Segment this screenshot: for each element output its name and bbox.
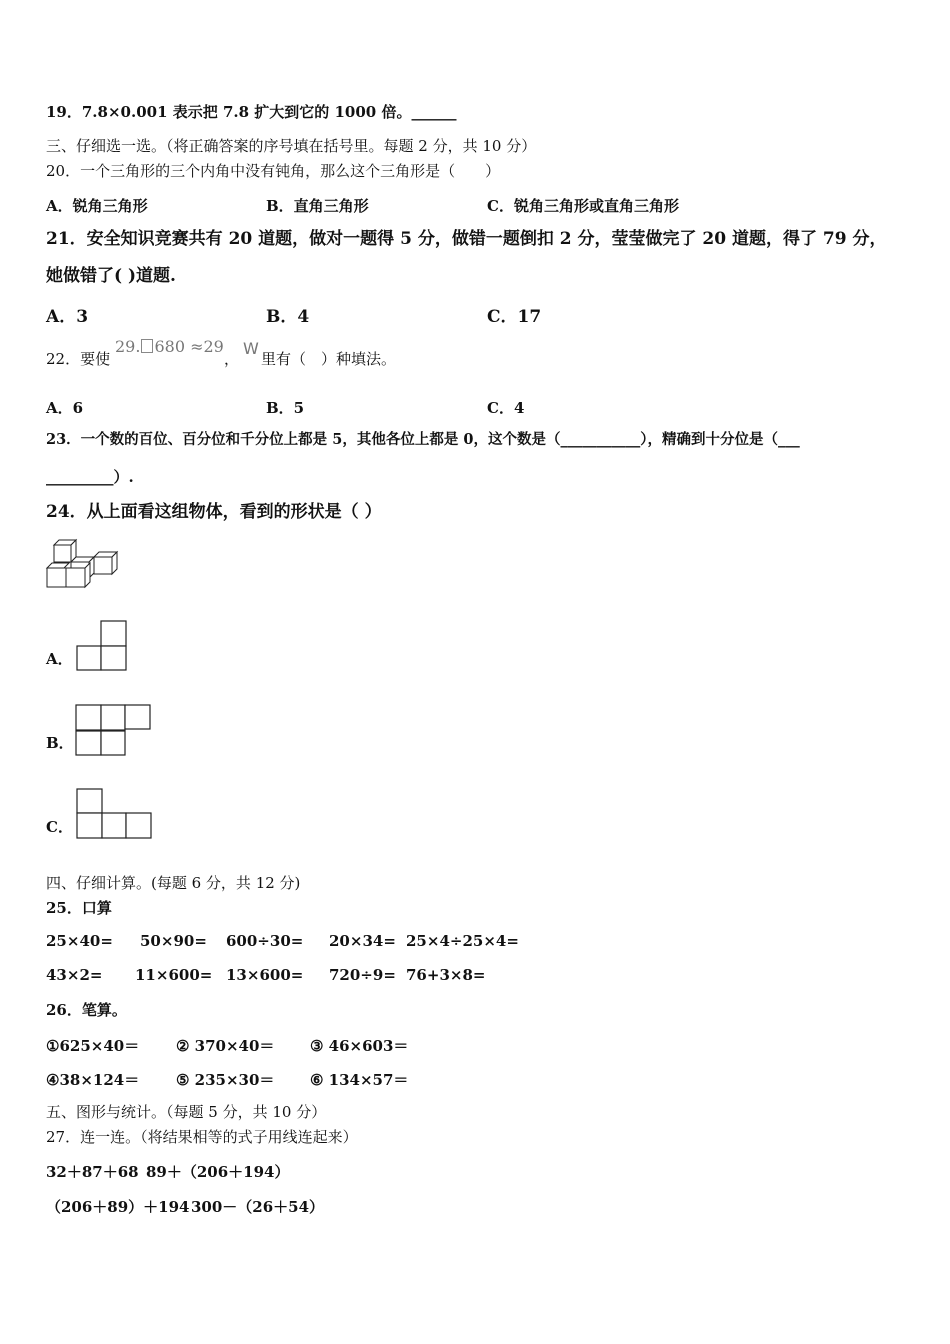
- q25-item-1-3: 600÷30=: [226, 932, 304, 950]
- q22-w-symbol: W: [243, 339, 259, 358]
- q21-option-c[interactable]: C．17: [487, 307, 542, 327]
- q21-option-a[interactable]: A．3: [46, 307, 89, 327]
- q20-option-b[interactable]: B．直角三角形: [266, 197, 369, 215]
- q25-item-1-1: 25×40=: [46, 932, 113, 950]
- q24-option-b-shape[interactable]: [75, 704, 153, 757]
- q21-option-b[interactable]: B．4: [266, 307, 310, 327]
- q20-option-c[interactable]: C．锐角三角形或直角三角形: [487, 197, 679, 215]
- q25-item-1-5: 25×4÷25×4=: [406, 932, 519, 950]
- q27-expr-left-2[interactable]: （206＋89）＋194: [46, 1198, 190, 1216]
- q22-option-b[interactable]: B．5: [266, 399, 305, 417]
- q22-option-c[interactable]: C．4: [487, 399, 525, 417]
- question-20: 20．一个三角形的三个内角中没有钝角，那么这个三角形是（ ）: [46, 162, 501, 180]
- question-27-title: 27．连一连。（将结果相等的式子用线连起来）: [46, 1128, 358, 1146]
- q24-option-c-shape[interactable]: [76, 788, 154, 840]
- q20-option-a[interactable]: A．锐角三角形: [46, 197, 148, 215]
- question-23-line2: _________）.: [46, 468, 134, 486]
- q25-item-2-1: 43×2=: [46, 966, 103, 984]
- q27-expr-right-1[interactable]: 89＋（206＋194）: [146, 1163, 290, 1181]
- q25-item-2-4: 720÷9=: [329, 966, 396, 984]
- section-3-title: 三、仔细选一选。（将正确答案的序号填在括号里。每题 2 分，共 10 分）: [46, 137, 537, 155]
- q26-item-4: ④38×124＝: [46, 1071, 140, 1089]
- q22-suffix: 里有（ ）种填法。: [261, 350, 397, 368]
- q22-math-left: 29.: [115, 337, 141, 356]
- question-21-line1: 21．安全知识竞赛共有 20 道题，做对一题得 5 分，做错一题倒扣 2 分，莹莹做完了 20 道题，得了 79 分，: [46, 229, 887, 249]
- q25-item-2-5: 76+3×8=: [406, 966, 486, 984]
- q22-comma: ，: [224, 350, 240, 368]
- question-21-line2: 她做错了( )道题.: [46, 266, 176, 286]
- q25-item-1-4: 20×34=: [329, 932, 396, 950]
- question-19: 19．7.8×0.001 表示把 7.8 扩大到它的 1000 倍。______: [46, 103, 457, 121]
- q26-item-3: ③ 46×603＝: [310, 1037, 409, 1055]
- q22-math-right: 680 ≈29: [154, 337, 224, 356]
- q26-item-2: ② 370×40＝: [176, 1037, 275, 1055]
- q26-item-1: ①625×40＝: [46, 1037, 140, 1055]
- q22-blank-box: [141, 339, 153, 353]
- question-22-prefix: 22．要使: [46, 350, 111, 368]
- cube-stack-figure: [45, 535, 125, 590]
- q24-option-a-label[interactable]: A．: [46, 650, 73, 668]
- q24-option-c-label[interactable]: C．: [46, 818, 73, 836]
- q26-item-5: ⑤ 235×30＝: [176, 1071, 275, 1089]
- section-5-title: 五、图形与统计。（每题 5 分，共 10 分）: [46, 1103, 327, 1121]
- q25-item-1-2: 50×90=: [140, 932, 207, 950]
- q25-item-2-2: 11×600=: [135, 966, 213, 984]
- question-25-title: 25．口算: [46, 899, 112, 917]
- question-23-line1: 23．一个数的百位、百分位和千分位上都是 5，其他各位上都是 0，这个数是（___________），精确到十分位是（___: [46, 431, 800, 448]
- q27-expr-right-2[interactable]: 300－（26＋54）: [191, 1198, 325, 1216]
- question-26-title: 26．笔算。: [46, 1001, 127, 1019]
- q22-option-a[interactable]: A．6: [46, 399, 84, 417]
- q24-option-b-label[interactable]: B．: [46, 734, 74, 752]
- q27-expr-left-1[interactable]: 32＋87＋68: [46, 1163, 139, 1181]
- question-24: 24．从上面看这组物体，看到的形状是（ ）: [46, 502, 382, 522]
- q22-math-expression: [115, 337, 224, 356]
- q26-item-6: ⑥ 134×57＝: [310, 1071, 409, 1089]
- q24-option-a-shape[interactable]: [76, 620, 128, 672]
- q25-item-2-3: 13×600=: [226, 966, 304, 984]
- section-4-title: 四、仔细计算。(每题 6 分，共 12 分): [46, 874, 301, 892]
